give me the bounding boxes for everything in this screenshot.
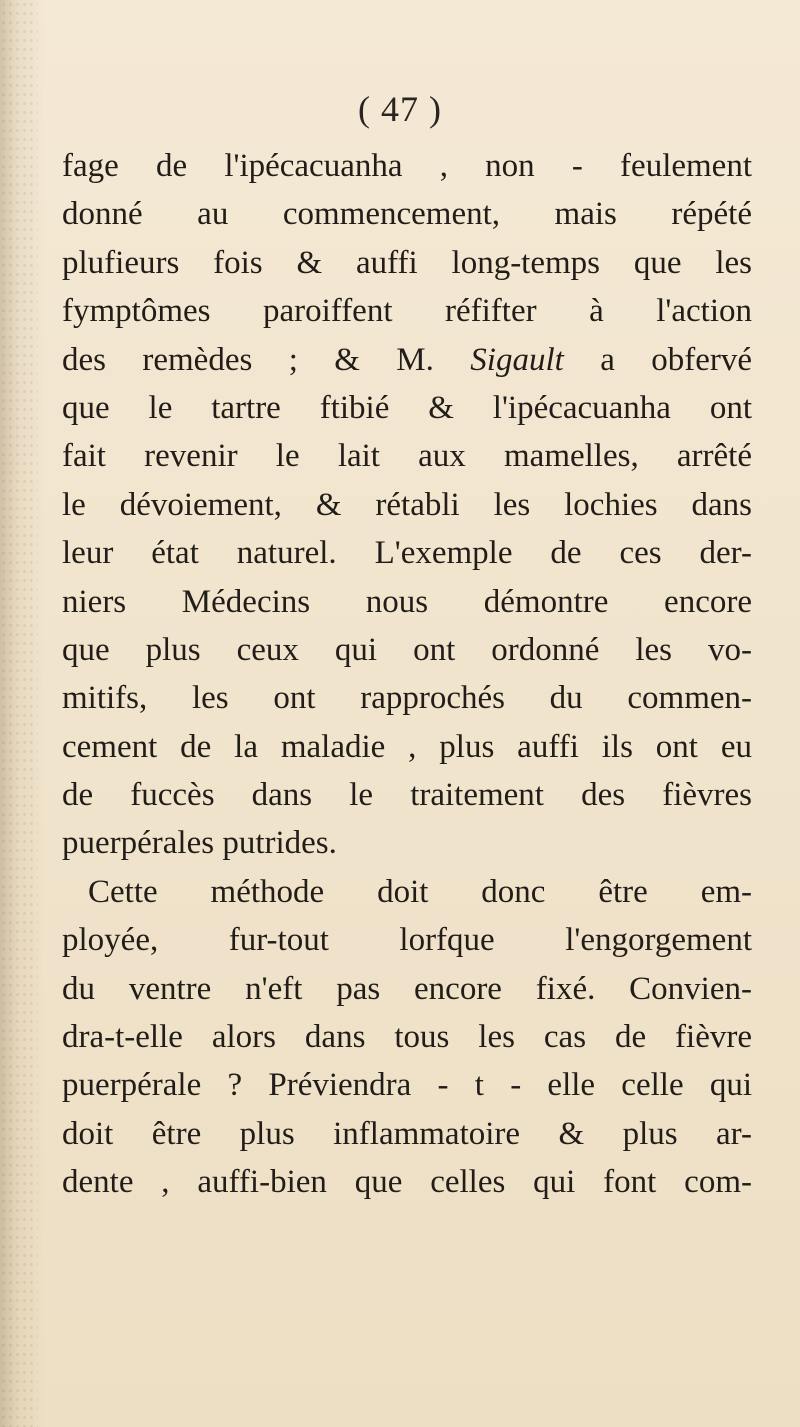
text-line: niers Médecins nous démontre encore <box>62 583 752 620</box>
body-text <box>62 142 752 1207</box>
text-line <box>62 336 752 384</box>
text-line: plufieurs fois & auffi long-temps que les <box>62 244 752 281</box>
text-line: donné au commencement, mais répété <box>62 196 752 233</box>
text-segment: a obfervé <box>563 341 753 378</box>
text-line: de fuccès dans le traitement des fièvres <box>62 777 752 814</box>
page-number: ( 47 ) <box>358 89 442 129</box>
text-line: puerpérale ? Préviendra - t - elle celle qui <box>62 1067 752 1104</box>
author-name-italic: Sigault <box>470 341 564 378</box>
text-line: leur état naturel. L'exemple de ces der- <box>62 535 752 572</box>
text-line: que plus ceux qui ont ordonné les vo- <box>62 631 752 668</box>
text-line: dra-t-elle alors dans tous les cas de fièvre <box>62 1019 752 1056</box>
text-line: fage de l'ipécacuanha , non - feulement <box>62 148 752 184</box>
text-line: fymptômes paroiffent réfifter à l'action <box>62 293 752 330</box>
paragraph-start-line: Cette méthode doit donc être em- <box>88 873 752 910</box>
text-line: du ventre n'eft pas encore fixé. Convien- <box>62 970 752 1007</box>
text-line: doit être plus inflammatoire & plus ar- <box>62 1115 752 1152</box>
text-line: mitifs, les ont rapprochés du commen- <box>62 680 752 717</box>
page-gutter-shadow <box>0 0 38 1427</box>
text-line: dente , auffi-bien que celles qui font com- <box>62 1164 752 1201</box>
text-line: fait revenir le lait aux mamelles, arrêté <box>62 438 752 475</box>
text-line: que le tartre ftibié & l'ipécacuanha ont <box>62 389 752 426</box>
text-line: le dévoiement, & rétabli les lochies dans <box>62 486 752 523</box>
text-segment: des remèdes ; & M. <box>62 341 471 378</box>
text-line: cement de la maladie , plus auffi ils ont eu <box>62 728 752 765</box>
paragraph-end-line: puerpérales putrides. <box>62 825 337 862</box>
text-line: ployée, fur-tout lorfque l'engorgement <box>62 922 752 959</box>
